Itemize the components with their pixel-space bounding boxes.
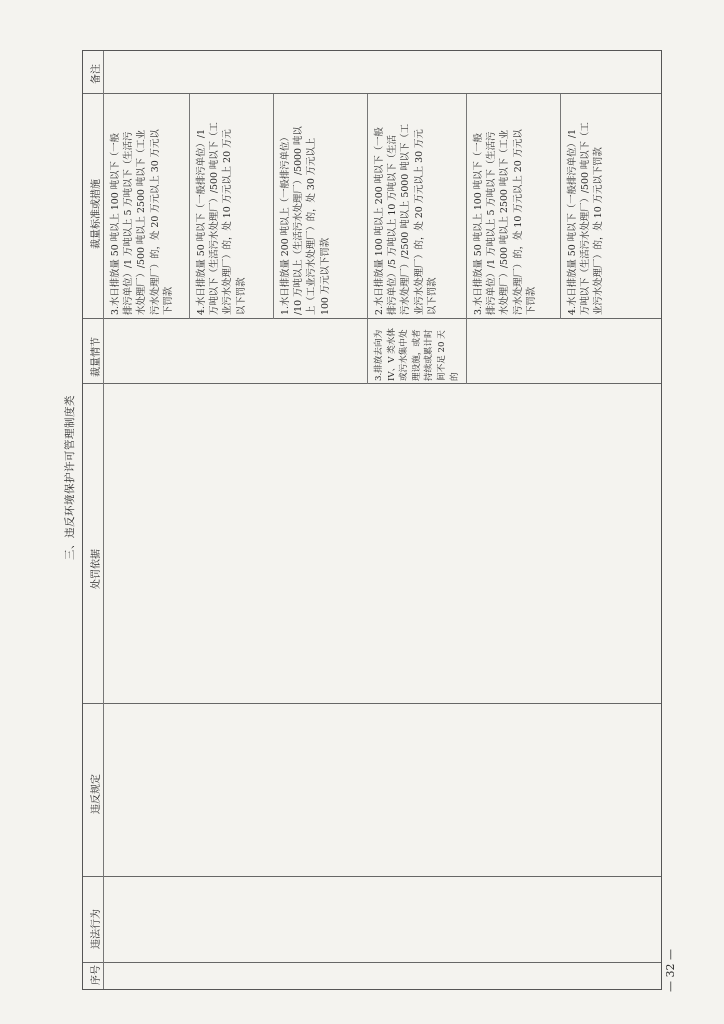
page-number-text: — 32 —	[664, 949, 677, 992]
col-divider	[83, 962, 661, 963]
row-divider	[189, 94, 190, 319]
circumstance-cell: 3.排放去向为 IV、V 类水体 或污水集中处 理设施，或者 持续或累计时 间不足 20 天 的	[374, 328, 460, 381]
row-divider	[367, 94, 368, 384]
col-divider	[83, 703, 661, 704]
measure-cell: 3.水日排放量 50 吨以上 100 吨以下（一般 排污单位）/1 万吨以上 5 万吨以下（生活污 水处理厂）/500 吨以上 2500 吨以下（工业 污水处理厂）的，处 10 万元以上 20 万元以 下罚款	[473, 129, 537, 315]
col-divider	[83, 383, 661, 384]
col-divider	[83, 318, 661, 319]
measure-cell: 1.水日排放量 200 吨以上（一般排污单位） /10 万吨以上（生活污水处理厂）/5000 吨以 上（工业污水处理厂）的，处 30 万元以上 100 万元以下罚款	[280, 126, 331, 315]
row-divider	[273, 94, 274, 319]
row-divider	[466, 94, 467, 384]
header-act: 违法行为	[91, 909, 102, 949]
measure-cell: 2.水日排放量 100 吨以上 200 吨以下（一般 排污单位）/5 万吨以上 10 万吨以下（生活 污水处理厂）/2500 吨以上 5000 吨以下（工 业污水处理厂）的，处 20 万元以上 30 万元 以下罚款	[374, 123, 438, 315]
col-divider	[83, 876, 661, 877]
row-divider	[560, 94, 561, 319]
header-note: 备注	[91, 64, 102, 84]
measure-cell: 4.水日排放量 50 吨以下（一般排污单位）/1 万吨以下（生活污水处理厂）/500 吨以下（工 业污水处理厂）的，处 10 万元以下罚款	[567, 122, 605, 315]
header-rule-col: 违反规定	[91, 774, 102, 814]
header-seq: 序号	[91, 965, 102, 985]
header-circ: 裁量情节	[91, 337, 102, 377]
measure-cell: 4.水日排放量 50 吨以下（一般排污单位）/1 万吨以下（生活污水处理厂）/500 吨以下（工 业污水处理厂）的，处 10 万元以上 20 万元 以下罚款	[196, 122, 247, 315]
rotated-table-frame	[60, 50, 680, 990]
header-measure: 裁量标准或措施	[91, 179, 102, 249]
penalty-table	[82, 50, 662, 990]
page-number	[664, 934, 678, 994]
header-rule	[103, 51, 104, 989]
col-divider	[83, 93, 661, 94]
header-basis: 处罚依据	[91, 549, 102, 589]
section-title: 三、违反环境保护许可管理制度类	[64, 395, 76, 560]
measure-cell: 3.水日排放量 50 吨以上 100 吨以下（一般 排污单位）/1 万吨以上 5 万吨以下（生活污 水处理厂）/500 吨以上 2500 吨以下（工业 污水处理厂）的，处 20 万元以上 30 万元以 下罚款	[110, 129, 174, 315]
